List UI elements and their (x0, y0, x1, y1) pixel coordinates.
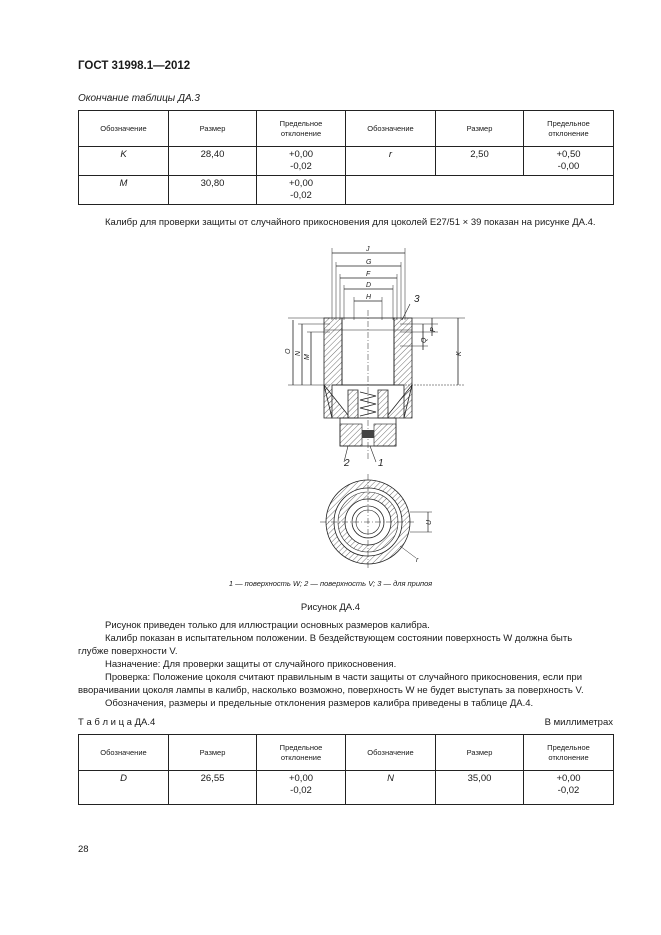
table-da3-end (78, 110, 614, 205)
col-designation-2: Обозначение (346, 111, 436, 147)
document-header: ГОСТ 31998.1—2012 (78, 60, 191, 72)
cell-designation: M (79, 176, 169, 205)
dim-label-d: D (366, 282, 372, 289)
dim-label-q: Q (421, 337, 428, 343)
cell-size: 28,40 (169, 147, 257, 176)
cell-designation-2: N (346, 771, 436, 805)
dim-label-k: K (456, 351, 463, 356)
table-row (79, 147, 614, 176)
figure-legend: 1 — поверхность W; 2 — поверхность V; 3 — для припоя (228, 579, 433, 588)
table-da4 (78, 734, 614, 805)
intro-paragraph: Калибр для проверки защиты от случайного прикосновения для цоколей E27/51 × 39 показан на рисунке ДА.4. (105, 217, 596, 228)
units-label: В миллиметрах (544, 717, 613, 728)
paragraph-2b: глубже поверхности V. (78, 646, 178, 657)
table-row (79, 771, 614, 805)
dim-label-n: N (295, 350, 302, 356)
col-tolerance-2: Предельное отклонение (524, 111, 614, 147)
cell-tolerance-2: +0,50 -0,00 (524, 147, 614, 176)
cell-designation: D (79, 771, 169, 805)
dim-label-u: U (426, 519, 433, 525)
cell-designation: K (79, 147, 169, 176)
dim-label-g: G (366, 259, 372, 266)
dim-label-f: F (366, 271, 371, 278)
col-tolerance: Предельное отклонение (257, 111, 346, 147)
cell-size-2: 35,00 (436, 771, 524, 805)
paragraph-2a: Калибр показан в испытательном положении. В бездействующем состоянии поверхность W должна быть (105, 633, 573, 644)
col-size-2: Размер (436, 735, 524, 771)
cell-tolerance-2: +0,00 -0,02 (524, 771, 614, 805)
col-tolerance: Предельное отклонение (257, 735, 346, 771)
paragraph-4a: Проверка: Положение цоколя считают правильным в части защиты от случайного прикосновения, если при (105, 672, 583, 683)
paragraph-4b: вворачивании цоколя лампы в калибр, насколько возможно, поверхность W не будет выступать за поверхность V. (78, 685, 584, 696)
figure-caption: Рисунок ДА.4 (300, 602, 361, 613)
page-number: 28 (78, 844, 89, 855)
table-header-row (79, 735, 614, 771)
table-header-row (79, 111, 614, 147)
table-title: Т а б л и ц а ДА.4 (78, 717, 156, 728)
gauge-drawing (260, 240, 480, 590)
col-designation: Обозначение (79, 111, 169, 147)
cell-tolerance: +0,00 -0,02 (257, 147, 346, 176)
dim-label-h: H (366, 294, 372, 301)
cell-tolerance: +0,00 -0,02 (257, 771, 346, 805)
dim-label-r: r (416, 557, 419, 564)
cell-empty (346, 176, 614, 205)
cell-tolerance: +0,00 -0,02 (257, 176, 346, 205)
callout-1: 1 (378, 458, 384, 469)
table-caption: Окончание таблицы ДА.3 (78, 93, 200, 104)
cell-size: 30,80 (169, 176, 257, 205)
col-size: Размер (169, 111, 257, 147)
col-designation-2: Обозначение (346, 735, 436, 771)
paragraph-5: Обозначения, размеры и предельные отклонения размеров калибра приведены в таблице ДА.4. (105, 698, 534, 709)
col-size-2: Размер (436, 111, 524, 147)
callout-3: 3 (414, 294, 420, 305)
dim-label-j: J (366, 246, 370, 253)
paragraph-1: Рисунок приведен только для иллюстрации основных размеров калибра. (105, 620, 430, 631)
col-designation: Обозначение (79, 735, 169, 771)
cell-size: 26,55 (169, 771, 257, 805)
cell-size-2: 2,50 (436, 147, 524, 176)
table-row (79, 176, 614, 205)
dim-label-p: P (430, 327, 437, 332)
callout-2: 2 (344, 458, 350, 469)
col-tolerance-2: Предельное отклонение (524, 735, 614, 771)
dim-label-m: M (304, 354, 311, 360)
paragraph-3: Назначение: Для проверки защиты от случайного прикосновения. (105, 659, 397, 670)
col-size: Размер (169, 735, 257, 771)
cell-designation-2: r (346, 147, 436, 176)
dim-label-o: O (285, 348, 292, 354)
